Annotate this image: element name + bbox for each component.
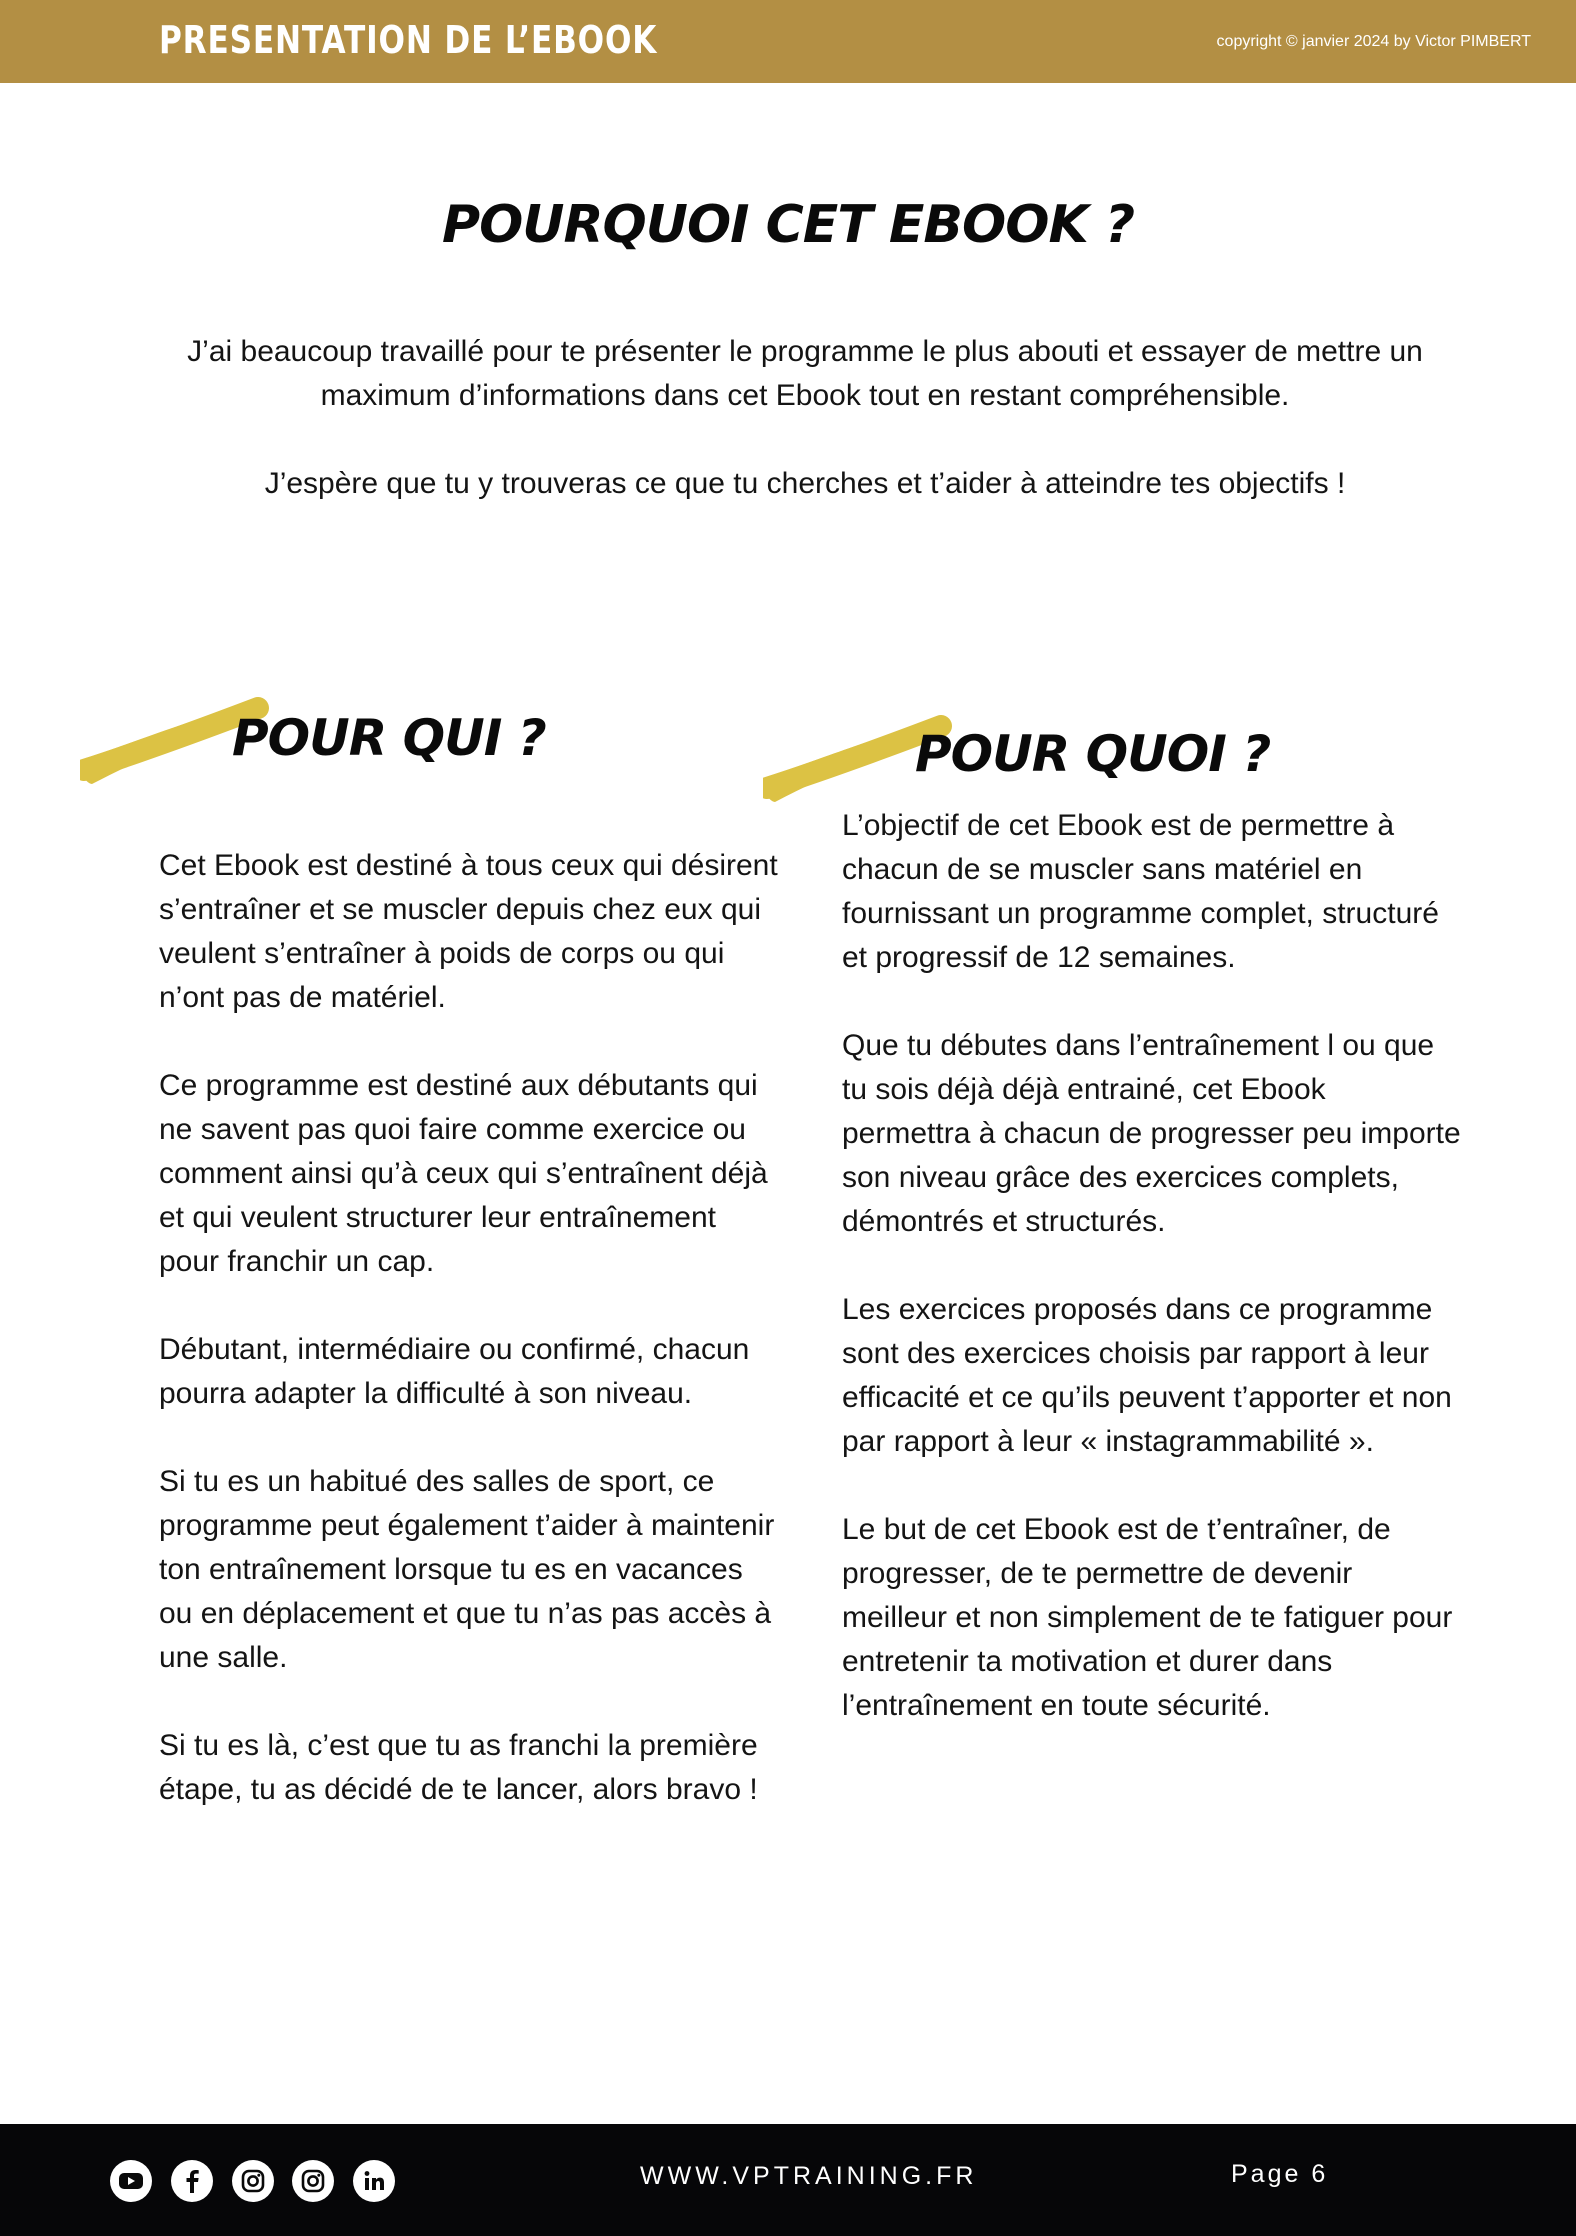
intro-text bbox=[140, 330, 1470, 550]
left-paragraph: Si tu es un habitué des salles de sport, ce programme peut également t’aider à maintenir ton entraînement lorsque tu es en vacances ou en déplacement et que tu n’as pas accès à une salle. bbox=[159, 1465, 775, 1674]
right-paragraph: Que tu débutes dans l’entraînement l ou que tu sois déjà déjà entrainé, cet Ebook permettra à chacun de progresser peu importe son niveau grâce des exercices complets, démontrés et structurés. bbox=[842, 1029, 1461, 1238]
intro-paragraph: J’ai beaucoup travaillé pour te présenter le programme le plus abouti et essayer de mettre un maximum d’informations dans cet Ebook tout en restant compréhensible. bbox=[187, 335, 1423, 412]
youtube-icon[interactable] bbox=[110, 2160, 152, 2202]
instagram-icon[interactable] bbox=[292, 2160, 334, 2202]
page-number: Page 6 bbox=[1231, 2160, 1329, 2188]
facebook-icon[interactable] bbox=[171, 2160, 213, 2202]
linkedin-icon[interactable] bbox=[353, 2160, 395, 2202]
right-column-text bbox=[842, 804, 1462, 1772]
page-header bbox=[0, 0, 1576, 83]
copyright-text: copyright © janvier 2024 by Victor PIMBERT bbox=[1216, 33, 1531, 50]
right-paragraph: Les exercices proposés dans ce programme sont des exercices choisis par rapport à leur efficacité et ce qu’ils peuvent t’apporter et non par rapport à leur « instagrammabilité ». bbox=[842, 1293, 1452, 1458]
website-link[interactable]: WWW.VPTRAINING.FR bbox=[640, 2162, 978, 2190]
left-paragraph: Ce programme est destiné aux débutants qui ne savent pas quoi faire comme exercice ou comment ainsi qu’à ceux qui s’entraînent déjà et qui veulent structurer leur entraînement pour franchir un cap. bbox=[159, 1069, 768, 1278]
right-paragraph: Le but de cet Ebook est de t’entraîner, de progresser, de te permettre de devenir meilleur et non simplement de te fatiguer pour entretenir ta motivation et durer dans l’entraînement en toute sécurité. bbox=[842, 1513, 1453, 1722]
instagram-icon[interactable] bbox=[232, 2160, 274, 2202]
left-column-text bbox=[159, 844, 779, 1856]
left-paragraph: Débutant, intermédiaire ou confirmé, chacun pourra adapter la difficulté à son niveau. bbox=[159, 1333, 750, 1410]
left-column-title: POUR QUI ? bbox=[232, 709, 546, 767]
intro-paragraph: J’espère que tu y trouveras ce que tu cherches et t’aider à atteindre tes objectifs ! bbox=[264, 467, 1346, 500]
page-footer bbox=[0, 2124, 1576, 2236]
right-column-title: POUR QUOI ? bbox=[915, 725, 1271, 783]
left-paragraph: Cet Ebook est destiné à tous ceux qui désirent s’entraîner et se muscler depuis chez eux qui veulent s’entraîner à poids de corps ou qui n’ont pas de matériel. bbox=[159, 849, 778, 1014]
right-paragraph: L’objectif de cet Ebook est de permettre à chacun de se muscler sans matériel en fournissant un programme complet, structuré et progressif de 12 semaines. bbox=[842, 809, 1439, 974]
header-title: PRESENTATION DE L’EBOOK bbox=[159, 18, 658, 62]
main-title: POURQUOI CET EBOOK ? bbox=[441, 195, 1135, 255]
left-paragraph: Si tu es là, c’est que tu as franchi la première étape, tu as décidé de te lancer, alors bravo ! bbox=[159, 1729, 758, 1806]
